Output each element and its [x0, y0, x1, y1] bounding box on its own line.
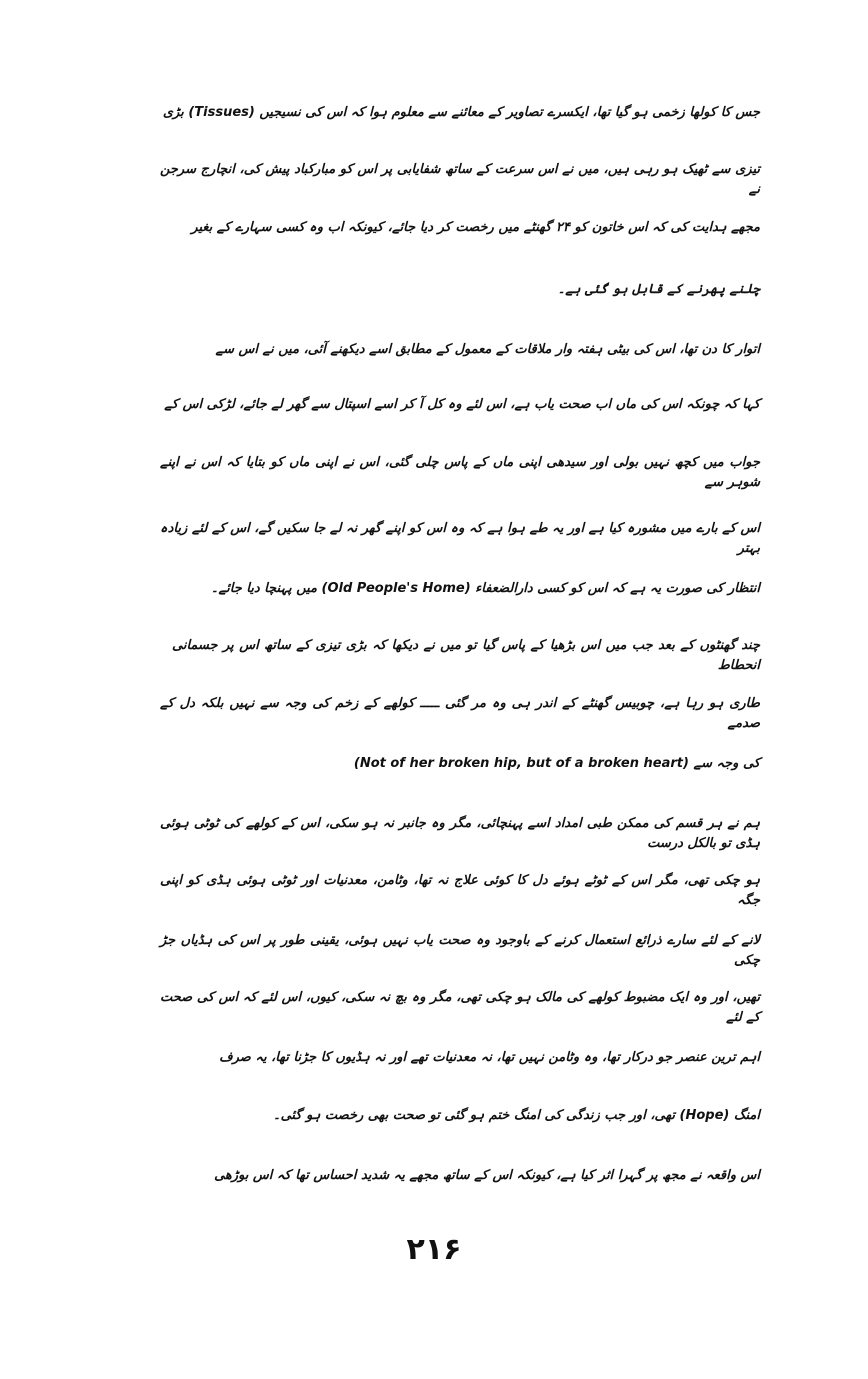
text-line: لانے کے لئے سارے ذرائع استعمال کرنے کے باوجود وہ صحت یاب نہیں ہوئی، یقینی طور پر اس کی ہڈیاں جڑ چکی: [160, 933, 760, 968]
text-line: جواب میں کچھ نہیں بولی اور سیدھی اپنی ماں کے پاس چلی گئی، اس نے اپنی ماں کو بتایا کہ اس نے اپنے شوہر سے: [160, 455, 760, 490]
text-line: تھیں، اور وہ ایک مضبوط کولھے کی مالک ہو چکی تھی، مگر وہ بچ نہ سکی، کیوں، اس لئے کہ اس کی صحت کے لئے: [160, 990, 760, 1025]
text-line: چلنے پھرنے کے قابل ہو گئی ہے۔: [557, 282, 760, 297]
text-line: طاری ہو رہا ہے، چوبیس گھنٹے کے اندر ہی وہ مر گئی ـــــ کولھے کے زخم کی وجہ سے نہیں بلکہ دل کے صدمے: [160, 696, 760, 731]
paragraph-start-line: چند گھنٹوں کے بعد جب میں اس بڑھیا کے پاس گیا تو میں نے دیکھا کہ بڑی تیزی کے ساتھ اس پر جسمانی انحطاط: [172, 638, 760, 673]
text-line: کی وجہ سے (Not of her broken hip, but of a broken heart): [353, 756, 760, 771]
text-line: اہم ترین عنصر جو درکار تھا، وہ وٹامن نہیں تھا، نہ معدنیات تھے اور نہ ہڈیوں کا جڑنا تھا، یہ صرف: [219, 1050, 760, 1065]
text-line: امنگ (Hope) تھی، اور جب زندگی کی امنگ ختم ہو گئی تو صحت بھی رخصت ہو گئی۔: [272, 1108, 760, 1123]
paragraph-start-line: اس واقعہ نے مجھ پر گہرا اثر کیا ہے، کیونکہ اس کے ساتھ مجھے یہ شدید احساس تھا کہ اس بوڑھی: [214, 1168, 760, 1183]
page-number: ۲۱۶: [406, 1232, 462, 1267]
text-line: اس کے بارے میں مشورہ کیا ہے اور یہ طے ہوا ہے کہ وہ اس کو اپنے گھر نہ لے جا سکیں گے، اس کے لئے زیادہ بہتر: [160, 521, 760, 556]
text-line: تیزی سے ٹھیک ہو رہی ہیں، میں نے اس سرعت کے ساتھ شفایابی پر اس کو مبارکباد پیش کی، انچارج سرجن نے: [160, 162, 760, 197]
text-line: کہا کہ چونکہ اس کی ماں اب صحت یاب ہے، اس لئے وہ کل آ کر اسے اسپتال سے گھر لے جائے، لڑکی اس کے: [164, 397, 760, 412]
text-line: جس کا کولھا زخمی ہو گیا تھا، ایکسرے تصاویر کے معائنے سے معلوم ہوا کہ اس کی نسیجیں (Tissues) بڑی: [162, 105, 760, 120]
text-line: ہو چکی تھی، مگر اس کے ٹوٹے ہوئے دل کا کوئی علاج نہ تھا، وٹامن، معدنیات اور ٹوٹی ہوئی ہڈی کو اپنی جگہ: [160, 873, 760, 908]
text-line: مجھے ہدایت کی کہ اس خاتون کو ۲۴ گھنٹے میں رخصت کر دیا جائے، کیونکہ اب وہ کسی سہارے کے بغیر: [191, 220, 760, 235]
paragraph-start-line: اتوار کا دن تھا، اس کی بیٹی ہفتہ وار ملاقات کے معمول کے مطابق اسے دیکھنے آئی، میں نے اس سے: [215, 342, 760, 357]
text-line: انتظار کی صورت یہ ہے کہ اس کو کسی دارالضعفاء (Old People's Home) میں پہنچا دیا جائے۔: [210, 581, 760, 596]
text-line: ہم نے ہر قسم کی ممکن طبی امداد اسے پہنچائی، مگر وہ جانبر نہ ہو سکی، اس کے کولھے کی ٹوٹی ہوئی ہڈی تو بالکل درست: [160, 816, 760, 851]
